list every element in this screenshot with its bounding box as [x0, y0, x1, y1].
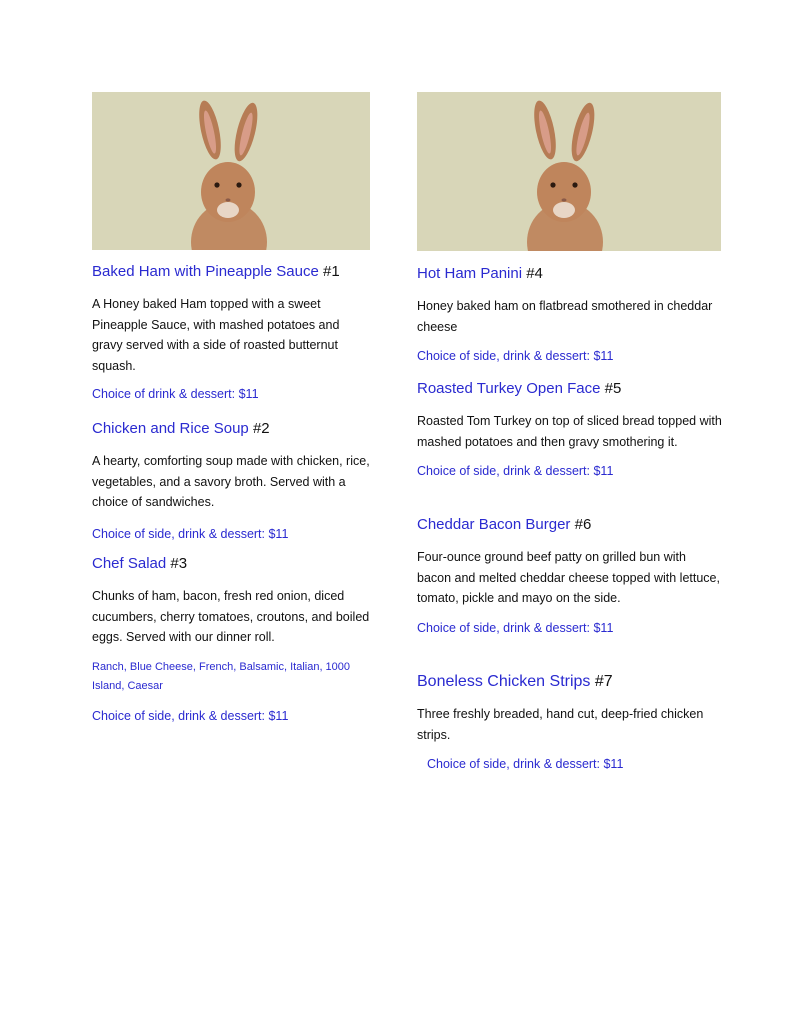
menu-item-title — [417, 515, 722, 535]
rabbit-photo — [92, 92, 370, 250]
rabbit-illustration — [417, 92, 721, 251]
menu-item-7 — [417, 672, 722, 773]
item-number: #2 — [252, 420, 270, 437]
dressing-options: Ranch, Blue Cheese, French, Balsamic, Italian, 1000 Island, Caesar — [92, 660, 351, 692]
item-name: Roasted Turkey Open Face — [417, 380, 601, 397]
item-name: Chef Salad — [92, 555, 167, 572]
menu-item-title — [92, 419, 372, 439]
menu-item-5 — [417, 379, 722, 480]
item-price: Choice of side, drink & dessert: $11 — [92, 526, 289, 541]
menu-item-3 — [92, 554, 372, 725]
menu-item-title — [417, 672, 722, 692]
item-price: Choice of side, drink & dessert: $11 — [417, 349, 614, 363]
item-number: #7 — [594, 673, 613, 690]
item-price: Choice of side, drink & dessert: $11 — [427, 757, 624, 771]
menu-item-6 — [417, 515, 722, 637]
item-number: #4 — [526, 265, 543, 282]
menu-item-title — [417, 264, 722, 284]
menu-column-right — [417, 92, 722, 792]
menu-column-left — [92, 92, 372, 752]
item-name: Chicken and Rice Soup — [92, 420, 249, 437]
item-name: Hot Ham Panini — [417, 265, 523, 282]
item-name: Cheddar Bacon Burger — [417, 516, 571, 533]
menu-item-title — [417, 379, 722, 399]
menu-item-2 — [92, 419, 372, 543]
menu-item-title — [92, 262, 372, 282]
item-number: #1 — [322, 263, 340, 280]
item-description: A Honey baked Ham topped with a sweet Pineapple Sauce, with mashed potatoes and gravy served with a side of roasted butternut squash. — [92, 297, 340, 373]
item-description: Chunks of ham, bacon, fresh red onion, diced cucumbers, cherry tomatoes, croutons, and boiled eggs. Served with our dinner roll. — [92, 589, 370, 644]
item-price: Choice of side, drink & dessert: $11 — [417, 464, 614, 478]
item-description: Four-ounce ground beef patty on grilled bun with bacon and melted cheddar cheese topped with lettuce, tomato, pickle and mayo on the side. — [417, 550, 720, 605]
item-number: #6 — [574, 516, 592, 533]
item-description: A hearty, comforting soup made with chicken, rice, vegetables, and a savory broth. Served with a choice of sandwiches. — [92, 454, 370, 509]
item-price: Choice of side, drink & dessert: $11 — [417, 620, 614, 635]
item-price: Choice of side, drink & dessert: $11 — [92, 708, 289, 723]
item-name: Baked Ham with Pineapple Sauce — [92, 263, 319, 280]
item-number: #3 — [170, 555, 188, 572]
item-price: Choice of drink & dessert: $11 — [92, 387, 259, 401]
rabbit-illustration — [92, 92, 370, 250]
item-description: Three freshly breaded, hand cut, deep-fried chicken strips. — [417, 707, 704, 742]
item-description: Honey baked ham on flatbread smothered in cheddar cheese — [417, 299, 713, 334]
item-number: #5 — [604, 380, 622, 397]
menu-item-title — [92, 554, 372, 574]
item-description: Roasted Tom Turkey on top of sliced bread topped with mashed potatoes and then gravy smothering it. — [417, 414, 722, 449]
rabbit-photo — [417, 92, 721, 251]
menu-item-1 — [92, 262, 372, 403]
menu-item-4 — [417, 264, 722, 365]
item-name: Boneless Chicken Strips — [417, 673, 591, 690]
